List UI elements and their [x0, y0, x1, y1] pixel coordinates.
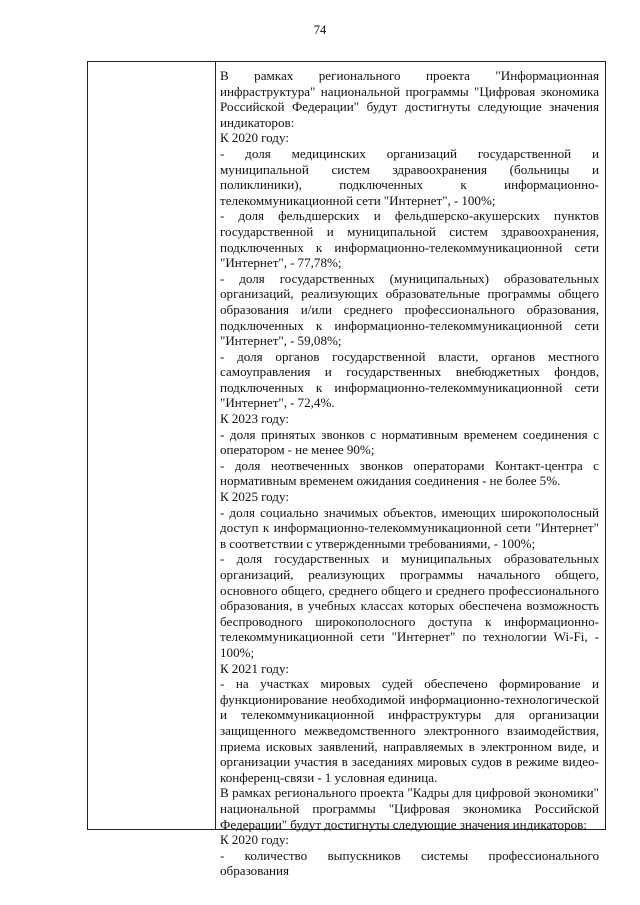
paragraph-social-objects: - доля социально значимых объектов, имеющих широкополосный доступ к информационно-телекоммуникационной сети "Интернет" в соответствии с утвержденными требованиями, - 100%;: [220, 504, 599, 551]
paragraph-unanswered-calls: - доля неотвеченных звонков операторами Контакт-центра с нормативным временем ожидания соединения - не более 5%.: [220, 457, 599, 489]
paragraph-medical-organizations: - доля медицинских организаций государственной и муниципальной систем здравоохранения (больницы и поликлиники), подключенных к информационно-телекоммуникационной сети "Интернет", - 100%;: [220, 145, 599, 208]
paragraph-wifi-classrooms: - доля государственных и муниципальных образовательных организаций, реализующих программы начального общего, основного общего, среднего общего и среднего профессионального образования, в учебных классах которых обеспечена возможность беспроводного широкополосного доступа к информационно-телекоммуникационной сети "Интернет" по технологии Wi-Fi, - 100%;: [220, 551, 599, 660]
paragraph-year-2023: К 2023 году:: [220, 411, 289, 427]
paragraph-feldsher-points: - доля фельдшерских и фельдшерско-акушерских пунктов государственной и муниципальной систем здравоохранения, подключенных к информационно-телекоммуникационной сети "Интернет", - 77,78%;: [220, 208, 599, 271]
paragraph-accepted-calls: - доля принятых звонков с нормативным временем соединения с оператором - не менее 90%;: [220, 426, 599, 458]
paragraph-year-2020-second: К 2020 году:: [220, 832, 289, 848]
paragraph-education-organizations: - доля государственных (муниципальных) образовательных организаций, реализующих образовательные программы общего образования и/или среднего профессионального образования, подключенных к информационно-телекоммуникационной сети "Интернет", - 59,08%;: [220, 270, 599, 349]
paragraph-intro-infrastructure: В рамках регионального проекта "Информационная инфраструктура" национальной программы "Цифровая экономика Российской Федерации" будут достигнуты следующие значения индикаторов:: [220, 68, 599, 130]
document-table: [87, 61, 606, 879]
paragraph-magistrates-courts: - на участках мировых судей обеспечено формирование и функционирование необходимой информационно-технологической и телекоммуникационной инфраструктуры для организации защищенного межведомственного электронного взаимодействия, приема исковых заявлений, направляемых в электронном виде, и организации участия в заседаниях мировых судов в режиме видео-конференц-связи - 1 условная единица.: [220, 676, 599, 785]
paragraph-graduates-count: - количество выпускников системы профессионального образования: [220, 847, 599, 879]
paragraph-year-2025: К 2025 году:: [220, 489, 289, 505]
table-left-column: [88, 62, 216, 829]
paragraph-year-2021: К 2021 году:: [220, 660, 289, 676]
paragraph-government-bodies: - доля органов государственной власти, органов местного самоуправления и государственных внебюджетных фондов, подключенных к информационно-телекоммуникационной сети "Интернет", - 72,4%.: [220, 348, 599, 411]
paragraph-year-2020: К 2020 году:: [220, 130, 289, 146]
table-right-column: [216, 62, 605, 879]
page-number: 74: [313, 23, 327, 37]
paragraph-intro-personnel: В рамках регионального проекта "Кадры для цифровой экономики" национальной программы "Цифровая экономика Российской Федерации" будут достигнуты следующие значения индикаторов:: [220, 785, 599, 832]
